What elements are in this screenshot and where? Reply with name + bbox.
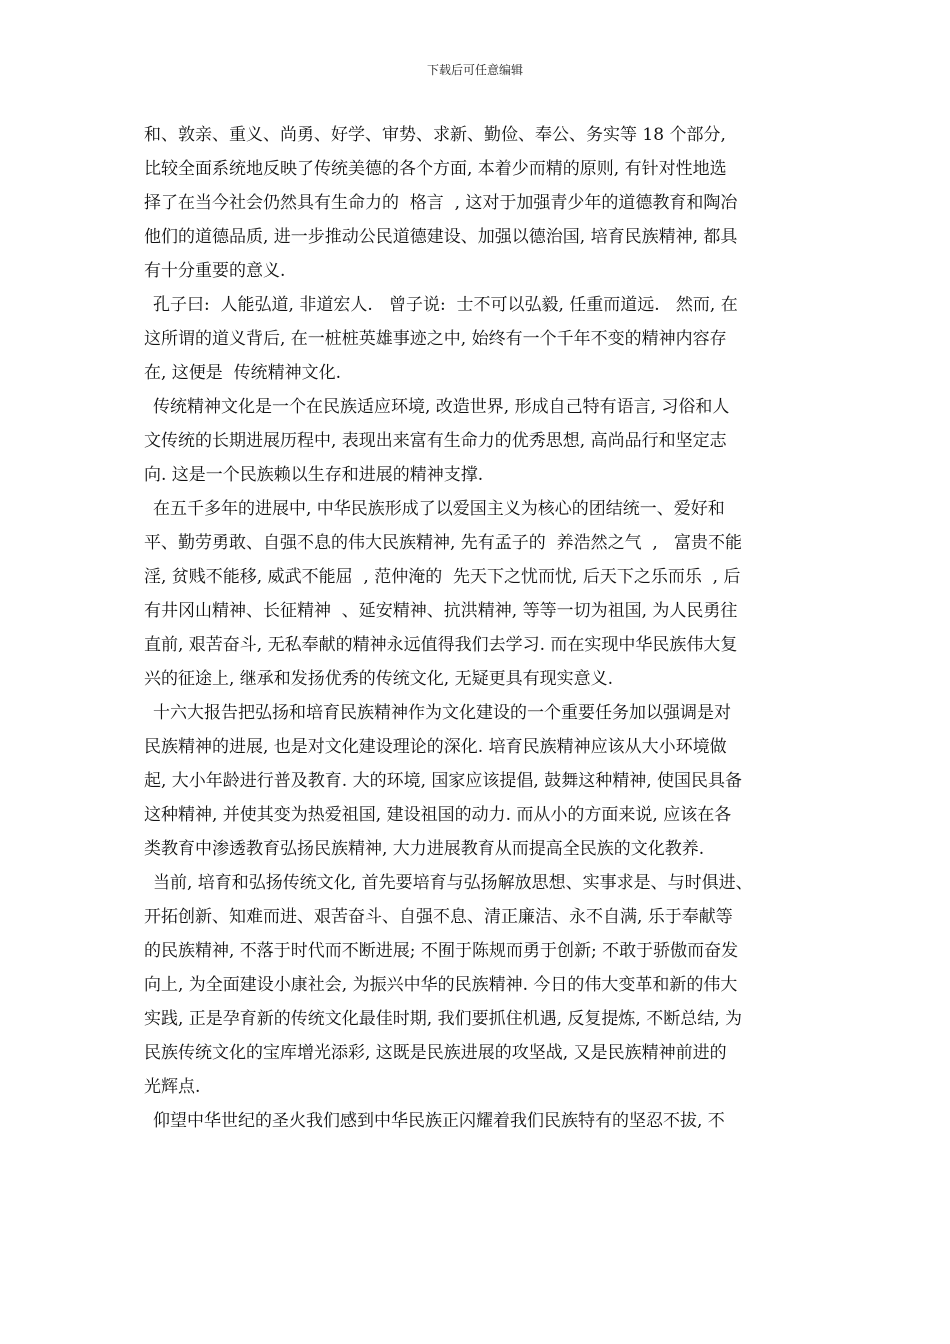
paragraph [144, 1104, 814, 1138]
text-line: 传统精神文化是一个在民族适应环境, 改造世界, 形成自己特有语言, 习俗和人 [153, 397, 730, 417]
text-line: 淫, 贫贱不能移, 威武不能屈 , 范仲淹的 先天下之忧而忧, 后天下之乐而乐 , 后 [144, 567, 741, 587]
text-line: 起, 大小年龄进行普及教育. 大的环境, 国家应该提倡, 鼓舞这种精神, 使国民具备 [144, 771, 743, 791]
document-body [144, 118, 814, 1138]
text-line: 十六大报告把弘扬和培育民族精神作为文化建设的一个重要任务加以强调是对 [153, 703, 731, 723]
text-line: 择了在当今社会仍然具有生命力的 格言 , 这对于加强青少年的道德教育和陶冶 [144, 193, 738, 213]
text-line: 这种精神, 并使其变为热爱祖国, 建设祖国的动力. 而从小的方面来说, 应该在各 [144, 805, 732, 825]
text-line: 实践, 正是孕育新的传统文化最佳时期, 我们要抓住机遇, 反复提炼, 不断总结, 为 [144, 1009, 743, 1029]
text-line: 文传统的长期进展历程中, 表现出来富有生命力的优秀思想, 高尚品行和坚定志 [144, 431, 727, 451]
text-line: 在, 这便是 传统精神文化. [144, 363, 342, 383]
text-line: 这所谓的道义背后, 在一桩桩英雄事迹之中, 始终有一个千年不变的精神内容存 [144, 329, 727, 349]
paragraph [144, 492, 814, 696]
text-line: 有井冈山精神、长征精神 、延安精神、抗洪精神, 等等一切为祖国, 为人民勇往 [144, 601, 738, 621]
paragraph [144, 118, 814, 288]
text-line: 他们的道德品质, 进一步推动公民道德建设、加强以德治国, 培育民族精神, 都具 [144, 227, 738, 247]
text-line: 直前, 艰苦奋斗, 无私奉献的精神永远值得我们去学习. 而在实现中华民族伟大复 [144, 635, 738, 655]
text-line: 仰望中华世纪的圣火我们感到中华民族正闪耀着我们民族特有的坚忍不拔, 不 [153, 1111, 725, 1131]
text-line: 开拓创新、知难而进、艰苦奋斗、自强不息、清正廉洁、永不自满, 乐于奉献等 [144, 907, 733, 927]
paragraph [144, 288, 814, 390]
text-line: 的民族精神, 不落于时代而不断进展; 不囿于陈规而勇于创新; 不敢于骄傲而奋发 [144, 941, 739, 961]
text-line: 平、勤劳勇敢、自强不息的伟大民族精神, 先有孟子的 养浩然之气 , 富贵不能 [144, 533, 743, 553]
paragraph [144, 866, 814, 1104]
text-line: 民族传统文化的宝库增光添彩, 这既是民族进展的攻坚战, 又是民族精神前进的 [144, 1043, 727, 1063]
text-line: 兴的征途上, 继承和发扬优秀的传统文化, 无疑更具有现实意义. [144, 669, 614, 689]
paragraph [144, 696, 814, 866]
text-line: 类教育中渗透教育弘扬民族精神, 大力进展教育从而提高全民族的文化教养. [144, 839, 705, 859]
text-line: 孔子曰: 人能弘道, 非道宏人. 曾子说: 士不可以弘毅, 任重而道远. 然而, 在 [153, 295, 738, 315]
page-header: 下载后可任意编辑 [426, 63, 523, 77]
text-line: 和、敦亲、重义、尚勇、好学、审势、求新、勤俭、奉公、务实等 18 个部分, [144, 125, 726, 145]
text-line: 民族精神的进展, 也是对文化建设理论的深化. 培育民族精神应该从大小环境做 [144, 737, 727, 757]
text-line: 在五千多年的进展中, 中华民族形成了以爱国主义为核心的团结统一、爱好和 [153, 499, 725, 519]
text-line: 当前, 培育和弘扬传统文化, 首先要培育与弘扬解放思想、实事求是、与时俱进、 [153, 873, 753, 893]
paragraph [144, 390, 814, 492]
text-line: 有十分重要的意义. [144, 261, 286, 281]
text-line: 向. 这是一个民族赖以生存和进展的精神支撑. [144, 465, 484, 485]
text-line: 比较全面系统地反映了传统美德的各个方面, 本着少而精的原则, 有针对性地选 [144, 159, 727, 179]
text-line: 光辉点. [144, 1077, 201, 1097]
text-line: 向上, 为全面建设小康社会, 为振兴中华的民族精神. 今日的伟大变革和新的伟大 [144, 975, 738, 995]
